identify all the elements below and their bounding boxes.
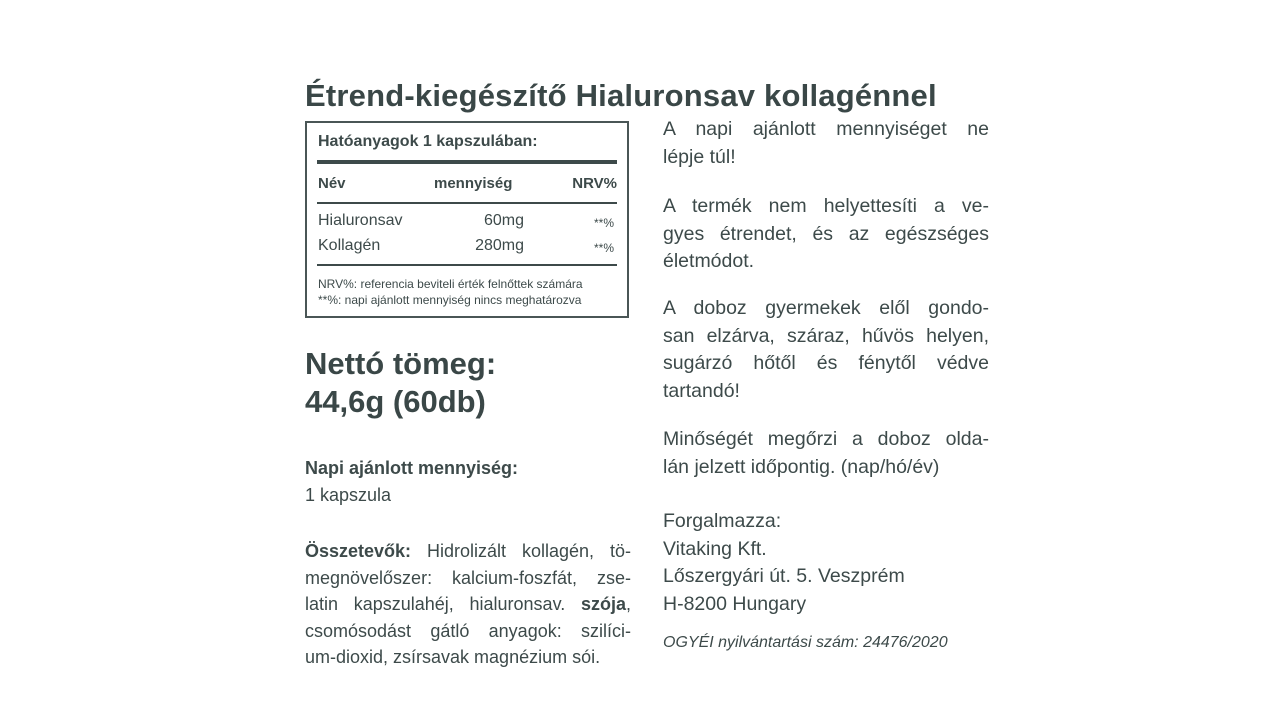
text-line: tartandó! [663, 379, 740, 402]
warning-dose [663, 116, 989, 171]
row-nrv: **% [593, 241, 614, 255]
ingredients [305, 538, 631, 671]
daily-dose-value: 1 kapszula [305, 485, 392, 505]
ingredients-text: Hidrolizált kollagén, tö- [411, 541, 631, 561]
net-weight-label: Nettó tömeg: [305, 346, 497, 381]
daily-dose [305, 455, 518, 509]
table-note: NRV%: referencia beviteli érték felnőttek számára [318, 277, 583, 291]
ingredients-line [305, 591, 631, 618]
text-line: A napi ajánlott mennyiséget ne [663, 118, 989, 140]
row-nrv: **% [593, 216, 614, 230]
text-line: A termék nem helyettesíti a ve- [663, 195, 989, 217]
distributor-country: H-8200 Hungary [663, 592, 807, 615]
column-header-name: Név [318, 175, 346, 192]
distributor-address: Lőszergyári út. 5. Veszprém [663, 565, 905, 587]
distributor-label: Forgalmazza: [663, 510, 782, 532]
text-line: sugárzó hőtől és fénytől védve [663, 352, 989, 374]
row-amount: 280mg [475, 237, 524, 254]
net-weight-value: 44,6g (60db) [305, 384, 486, 419]
product-title: Étrend-kiegészítő Hialuronsav kollagénnel [305, 78, 937, 113]
row-amount: 60mg [483, 212, 524, 229]
warning-diet [663, 193, 989, 276]
storage-instructions [663, 295, 989, 405]
ingredients-line: megnövelőszer: kalcium-foszfát, zse- [305, 567, 631, 588]
column-header-nrv: NRV% [572, 175, 617, 192]
ingredients-line: um-dioxid, zsírsavak magnézium sói. [305, 647, 601, 667]
net-weight [305, 345, 496, 421]
row-name: Kollagén [318, 237, 381, 254]
text-line: A doboz gyermekek elől gondo- [663, 297, 989, 319]
table-note: **%: napi ajánlott mennyiség nincs meghatározva [318, 293, 582, 307]
ingredients-label: Összetevők: [305, 541, 412, 561]
ingredients-line: csomósodást gátló anyagok: szilíci- [305, 620, 631, 641]
daily-dose-heading: Napi ajánlott mennyiség: [305, 458, 519, 478]
row-name: Hialuronsav [318, 212, 403, 229]
table-divider [317, 264, 617, 266]
ingredients-line [305, 538, 631, 565]
distributor-name: Vitaking Kft. [663, 537, 767, 560]
table-divider [317, 202, 617, 204]
nutrition-table [305, 121, 629, 318]
text-line: életmódot. [663, 250, 755, 272]
table-heading: Hatóanyagok 1 kapszulában: [318, 133, 538, 150]
text-line: san elzárva, száraz, hűvös helyen, [663, 324, 989, 347]
text-line: lán jelzett időpontig. (nap/hó/év) [663, 455, 940, 478]
distributor [663, 508, 989, 618]
column-header-amount: mennyiség [434, 175, 513, 192]
table-divider-thick [317, 160, 617, 164]
allergen-highlight: szója [580, 594, 626, 614]
ingredients-text: latin kapszulahéj, hialuronsav. [305, 594, 581, 614]
text-line: gyes étrendet, és az egészséges [663, 222, 989, 245]
registration-number: OGYÉI nyilvántartási szám: 24476/2020 [663, 634, 948, 651]
text-line: lépje túl! [663, 145, 736, 168]
ingredients-text: , [625, 594, 631, 614]
text-line: Minőségét megőrzi a doboz olda- [663, 428, 989, 450]
best-before [663, 426, 989, 481]
